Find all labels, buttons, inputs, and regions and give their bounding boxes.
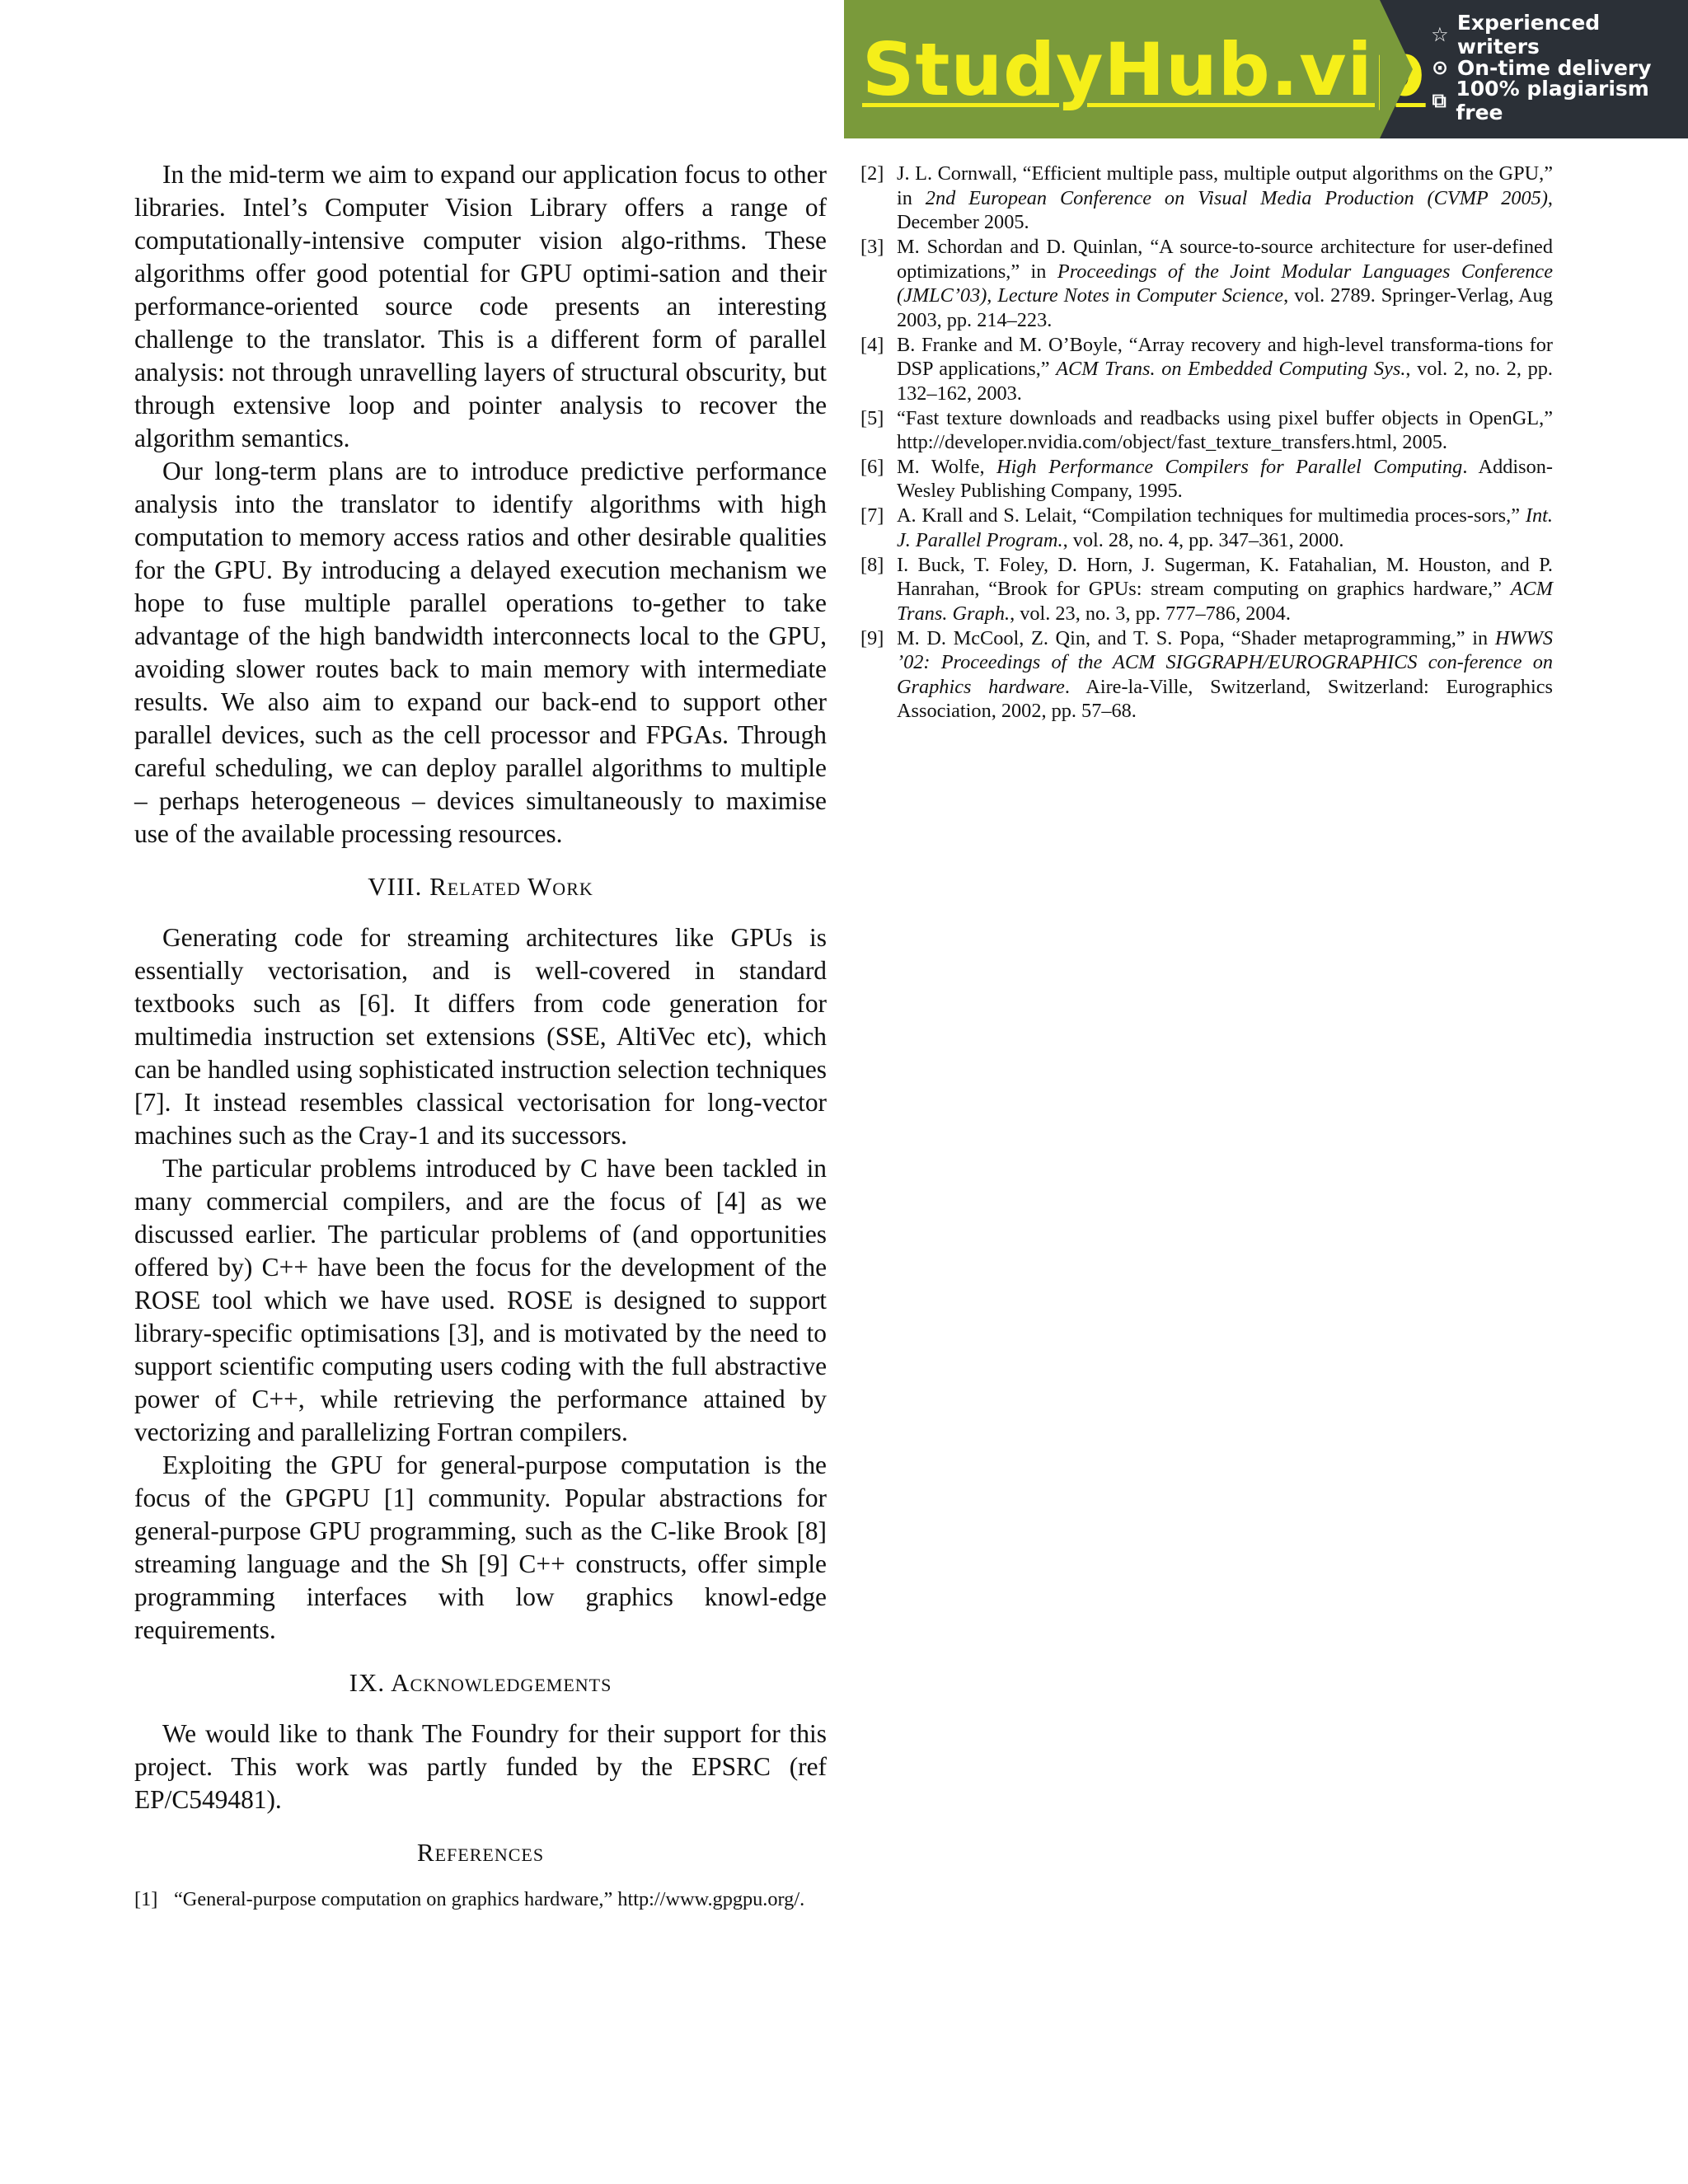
paragraph-mid-term: In the mid-term we aim to expand our application focus to other libraries. Intel’s Computer Vision Library offers a range of computationally-intensive computer vision algo-rithms. These algorithms offer good potential for GPU optimi-sation and their performance-oriented source code presents an interesting challenge to the translator. This is a different form of parallel analysis: not through unravelling layers of structural obscurity, but through extensive loop and pointer analysis to recover the algorithm semantics.	[134, 160, 827, 452]
clock-icon: ⊙	[1431, 56, 1449, 79]
reference-number: [2]	[860, 162, 884, 185]
reference-text: M. Wolfe, High Performance Compilers for Parallel Computing. Addison-Wesley Publishing Company, 1995.	[897, 455, 1553, 503]
reference-number: [5]	[860, 406, 884, 429]
reference-item	[860, 333, 1553, 406]
reference-text: “General-purpose computation on graphics hardware,” http://www.gpgpu.org/.	[174, 1888, 805, 1910]
paragraph-thanks: We would like to thank The Foundry for their support for this project. This work was partly funded by the EPSRC (ref EP/C549481).	[134, 1719, 827, 1814]
reference-item	[860, 455, 1553, 504]
star-icon: ☆	[1431, 23, 1449, 46]
reference-text: M. Schordan and D. Quinlan, “A source-to-source architecture for user-defined optimizations,” in Proceedings of the Joint Modular Languages Conference (JMLC’03), Lecture Notes in Computer Science, vol. 2789. Springer-Verlag, Aug 2003, pp. 214–223.	[897, 235, 1553, 331]
reference-number: [3]	[860, 235, 884, 258]
heading-acknowledgements: IX. Acknowledgements	[349, 1668, 612, 1697]
reference-item	[860, 553, 1553, 626]
reference-item	[134, 1887, 827, 1912]
feature-label: On-time delivery	[1457, 55, 1652, 80]
reference-number: [8]	[860, 553, 884, 576]
left-column	[134, 158, 827, 1912]
reference-number: [4]	[860, 333, 884, 356]
reference-number: [7]	[860, 504, 884, 527]
banner-brand-panel[interactable]	[844, 0, 1426, 138]
reference-text: M. D. McCool, Z. Qin, and T. S. Popa, “Shader metaprogramming,” in HWWS ’02: Proceedings of the ACM SIGGRAPH/EUROGRAPHICS con-ference on Graphics hardware. Aire-la-Ville, Switzerland, Switzerland: Eurographics Association, 2002, pp. 57–68.	[897, 626, 1553, 723]
reference-text: “Fast texture downloads and readbacks using pixel buffer objects in OpenGL,” http://developer.nvidia.com/object/fast_texture_transfers.html, 2005.	[897, 406, 1553, 454]
reference-item	[860, 504, 1553, 552]
brand-logo-text[interactable]: StudyHub.vip	[862, 26, 1426, 112]
right-column	[860, 162, 1553, 724]
reference-item	[860, 406, 1553, 455]
feature-label: Experienced writers	[1456, 11, 1601, 59]
reference-text: A. Krall and S. Lelait, “Compilation techniques for multimedia proces-sors,” Int. J. Parallel Program., vol. 28, no. 4, pp. 347–361, 2000.	[897, 504, 1553, 551]
reference-item	[860, 162, 1553, 235]
reference-item	[860, 235, 1553, 332]
feature-label: 100% plagiarism free	[1456, 77, 1649, 124]
paragraph-streaming: Generating code for streaming architectures like GPUs is essentially vectorisation, and is well-covered in standard textbooks such as [6]. It differs from code generation for multimedia instruction set extensions (SSE, AltiVec etc), which can be handled using sophisticated instruction selection techniques [7]. It instead resembles classical vectorisation for long-vector machines such as the Cray-1 and its successors.	[134, 923, 827, 1150]
paragraph-long-term: Our long-term plans are to introduce predictive performance analysis into the translator to identify algorithms with high computation to memory access ratios and other desirable qualities for the GPU. By introducing a delayed execution mechanism we hope to fuse multiple parallel operations to-gether to take advantage of the high bandwidth interconnects local to the GPU, avoiding slower routes back to main memory with intermediate results. We also aim to expand our back-end to support other parallel devices, such as the cell processor and FPGAs. Through careful scheduling, we can deploy parallel algorithms to multiple – perhaps heterogeneous – devices simultaneously to maximise use of the available processing resources.	[134, 457, 827, 848]
paragraph-c-problems: The particular problems introduced by C have been tackled in many commercial compilers, and are the focus of [4] as we discussed earlier. The particular problems of (and opportunities offered by) C++ have been the focus for the development of the ROSE tool which we have used. ROSE is designed to support library-specific optimisations [3], and is motivated by the need to support scientific computing users coding with the full abstractive power of C++, while retrieving the performance attained by vectorizing and parallelizing Fortran compilers.	[134, 1154, 827, 1446]
paragraph-gpgpu: Exploiting the GPU for general-purpose computation is the focus of the GPGPU [1] community. Popular abstractions for general-purpose GPU programming, such as the C-like Brook [8] streaming language and the Sh [9] C++ constructs, offer simple programming interfaces with low graphics knowl-edge requirements.	[134, 1451, 827, 1644]
reference-number: [6]	[860, 455, 884, 478]
reference-number: [9]	[860, 626, 884, 649]
reference-number: [1]	[134, 1888, 158, 1910]
reference-text: J. L. Cornwall, “Efficient multiple pass, multiple output algorithms on the GPU,” in 2nd European Conference on Visual Media Production (CVMP 2005), December 2005.	[897, 162, 1553, 234]
reference-text: B. Franke and M. O’Boyle, “Array recovery and high-level transforma-tions for DSP applications,” ACM Trans. on Embedded Computing Sys., vol. 2, no. 2, pp. 132–162, 2003.	[897, 333, 1553, 405]
feature-experienced-writers	[1429, 11, 1688, 59]
reference-item	[860, 626, 1553, 724]
reference-text: I. Buck, T. Foley, D. Horn, J. Sugerman, K. Fatahalian, M. Houston, and P. Hanrahan, “Brook for GPUs: stream computing on graphics hardware,” ACM Trans. Graph., vol. 23, no. 3, pp. 777–786, 2004.	[897, 553, 1553, 625]
copy-icon: ⧉	[1432, 89, 1447, 112]
feature-plagiarism-free	[1429, 77, 1688, 124]
banner-features-panel	[1380, 0, 1688, 138]
heading-references: References	[416, 1838, 545, 1867]
heading-related-work: VIII. Related Work	[368, 872, 593, 901]
ad-banner[interactable]	[844, 0, 1688, 138]
